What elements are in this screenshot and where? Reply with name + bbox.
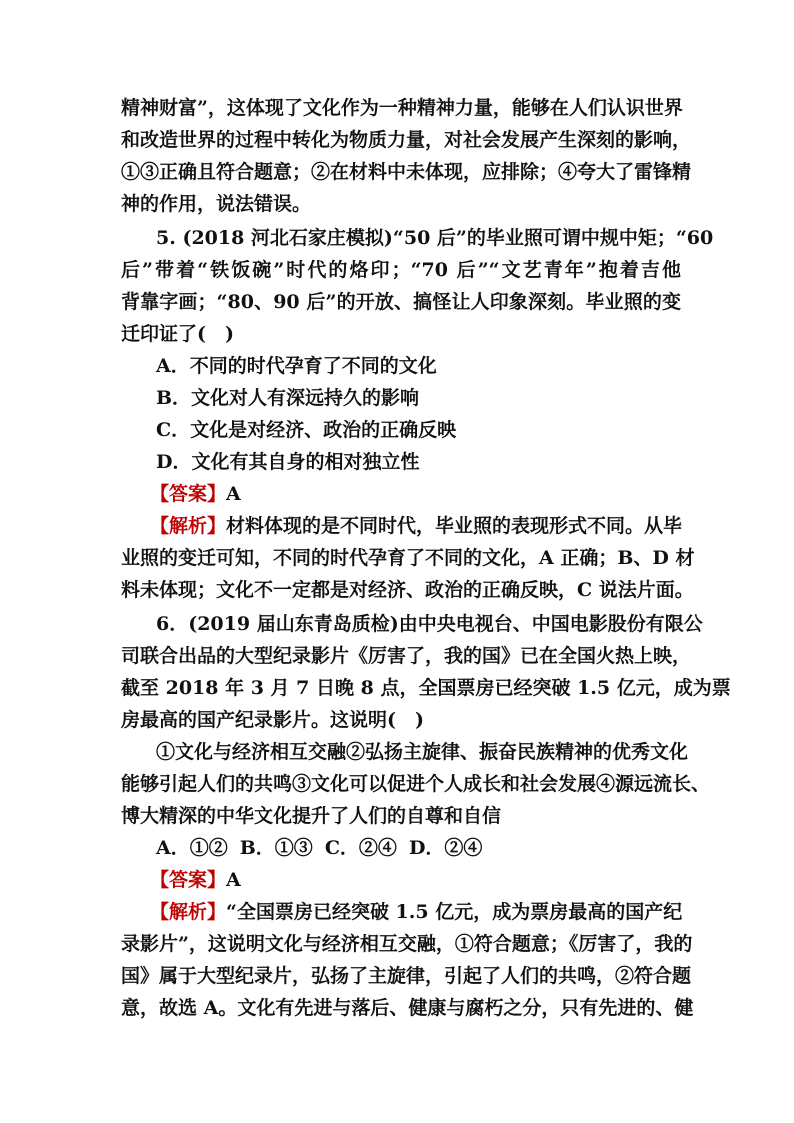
analysis-line (150, 900, 681, 924)
text-line: 意，故选 A。文化有先进与落后、健康与腐朽之分，只有先进的、健 (121, 997, 694, 1019)
question-6-stem: 6．(2019 届山东青岛质检)由中央电视台、中国电影股份有限公 (156, 613, 703, 635)
answer-line (150, 868, 241, 892)
options-row (156, 836, 482, 860)
text-line: 和改造世界的过程中转化为物质力量，对社会发展产生深刻的影响， (121, 129, 692, 151)
analysis-text: “全国票房已经突破 1.5 亿元，成为票房最高的国产纪 (226, 901, 683, 923)
option-c: C．文化是对经济、政治的正确反映 (156, 419, 457, 441)
answer-value: A (226, 483, 241, 505)
answer-line (150, 482, 241, 506)
text-line: 业照的变迁可知，不同的时代孕育了不同的文化，A 正确；B、D 材 (121, 547, 695, 569)
statement-line: ①文化与经济相互交融②弘扬主旋律、振奋民族精神的优秀文化 (156, 741, 689, 763)
text-line: 迁印证了( ) (121, 323, 234, 345)
answer-value: A (226, 869, 241, 891)
analysis-tag: 【解析】 (150, 901, 227, 923)
text-line: 截至 2018 年 3 月 7 日晚 8 点，全国票房已经突破 1.5 亿元，成为票 (121, 677, 731, 699)
analysis-text: 材料体现的是不同时代，毕业照的表现形式不同。从毕 (226, 515, 683, 537)
option-d: D．②④ (408, 837, 483, 859)
text-line: 国》属于大型纪录片，弘扬了主旋律，引起了人们的共鸣，②符合题 (121, 965, 692, 987)
text-line: 后”带着“铁饭碗”时代的烙印；“70 后”“文艺青年”抱着吉他 (121, 259, 681, 281)
statement-line: 博大精深的中华文化提升了人们的自尊和自信 (121, 805, 502, 827)
statement-line: 能够引起人们的共鸣③文化可以促进个人成长和社会发展④源远流长、 (121, 773, 711, 795)
analysis-line (150, 514, 681, 538)
text-line: 料未体现；文化不一定都是对经济、政治的正确反映，C 说法片面。 (121, 579, 694, 601)
analysis-tag: 【解析】 (150, 515, 227, 537)
option-a: A．①② (156, 837, 228, 859)
option-b: B．文化对人有深远持久的影响 (156, 387, 420, 409)
answer-tag: 【答案】 (150, 869, 227, 891)
text-line: 录影片”，这说明文化与经济相互交融，①符合题意；《厉害了，我的 (121, 933, 693, 955)
answer-tag: 【答案】 (150, 483, 227, 505)
option-b: B．①③ (239, 837, 313, 859)
text-line: 背靠字画；“80、90 后”的开放、搞怪让人印象深刻。毕业照的变 (121, 291, 681, 313)
option-a: A．不同的时代孕育了不同的文化 (156, 355, 437, 377)
text-line: ①③正确且符合题意；②在材料中未体现，应排除；④夸大了雷锋精 (121, 161, 692, 183)
option-d: D．文化有其自身的相对独立性 (156, 451, 420, 473)
text-line: 神的作用，说法错误。 (121, 193, 312, 215)
option-c: C．②④ (324, 837, 397, 859)
question-5-stem: 5. (2018 河北石家庄模拟)“50 后”的毕业照可谓中规中矩；“60 (156, 227, 714, 249)
text-line: 精神财富”，这体现了文化作为一种精神力量，能够在人们认识世界 (121, 97, 683, 119)
text-line: 房最高的国产纪录影片。这说明( ) (121, 709, 424, 731)
text-line: 司联合出品的大型纪录影片《厉害了，我的国》已在全国火热上映， (121, 645, 692, 667)
